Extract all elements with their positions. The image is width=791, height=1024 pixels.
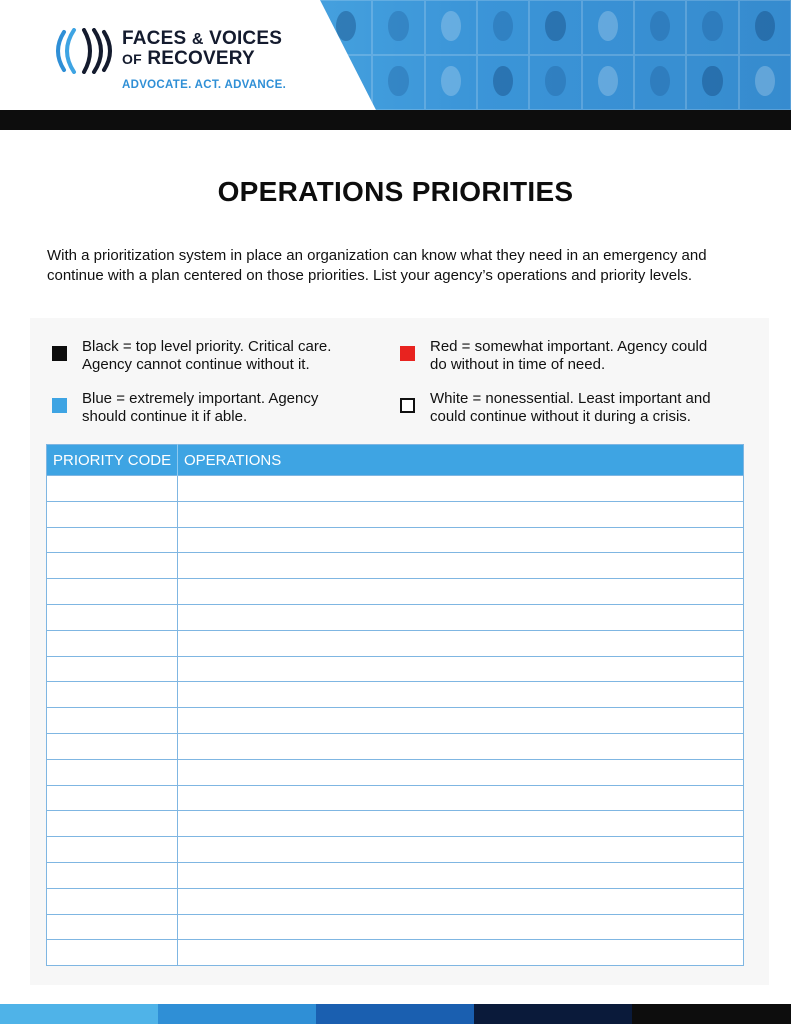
legend-text-blue: Blue = extremely important. Agency should continue it if able. [82,390,319,425]
priority-code-cell[interactable] [47,682,178,708]
priority-code-cell[interactable] [47,708,178,734]
white-swatch-icon [400,398,415,413]
operations-cell[interactable] [178,476,744,502]
priority-code-cell[interactable] [47,837,178,863]
footer-segment [0,1004,158,1024]
operations-cell[interactable] [178,785,744,811]
legend-item-white [400,390,711,426]
priority-code-cell[interactable] [47,630,178,656]
table-row [47,888,744,914]
operations-cell[interactable] [178,888,744,914]
operations-cell[interactable] [178,862,744,888]
header-photo-collage [0,0,791,110]
logo-wordmark-line2: OF RECOVERY [122,48,255,69]
priority-code-cell[interactable] [47,862,178,888]
table-row [47,733,744,759]
table-row [47,837,744,863]
blue-swatch-icon [52,398,67,413]
table-row [47,759,744,785]
table-row [47,940,744,966]
priority-code-cell[interactable] [47,476,178,502]
footer-segment [474,1004,632,1024]
operations-cell[interactable] [178,837,744,863]
table-row [47,914,744,940]
page-title: OPERATIONS PRIORITIES [217,176,574,207]
footer-segment [316,1004,474,1024]
legend-item-black [52,338,331,374]
header [0,0,791,110]
legend-text-black: Black = top level priority. Critical care. Agency cannot continue without it. [82,338,332,373]
legend-item-blue [52,390,318,426]
footer-segment [632,1004,791,1024]
operations-cell[interactable] [178,656,744,682]
column-header-operations: OPERATIONS [178,445,744,476]
operations-cell[interactable] [178,682,744,708]
legend-text-red: Red = somewhat important. Agency could do without in time of need. [430,338,708,373]
header-divider-bar [0,110,791,130]
table-row [47,862,744,888]
operations-cell[interactable] [178,527,744,553]
table-row [47,656,744,682]
priority-code-cell[interactable] [47,811,178,837]
operations-cell[interactable] [178,579,744,605]
priority-code-cell[interactable] [47,914,178,940]
priority-code-cell[interactable] [47,759,178,785]
priority-code-cell[interactable] [47,604,178,630]
priority-code-cell[interactable] [47,501,178,527]
operations-table [46,444,744,966]
photo-grid [320,0,791,110]
priority-code-cell[interactable] [47,785,178,811]
logo-wordmark-line1: FACES & VOICES [122,28,283,49]
table-row [47,785,744,811]
red-swatch-icon [400,346,415,361]
table-row [47,682,744,708]
table-row [47,811,744,837]
table-row [47,527,744,553]
priority-code-cell[interactable] [47,553,178,579]
operations-cell[interactable] [178,733,744,759]
operations-cell[interactable] [178,940,744,966]
priority-code-cell[interactable] [47,940,178,966]
table-row [47,476,744,502]
priority-code-cell[interactable] [47,579,178,605]
table-header-row [47,445,744,476]
footer-segment [158,1004,316,1024]
footer-color-bar [0,1004,791,1024]
priority-code-cell[interactable] [47,527,178,553]
column-header-priority-code: PRIORITY CODE [47,445,178,476]
table-row [47,501,744,527]
table-body [47,476,744,966]
priority-code-cell[interactable] [47,733,178,759]
tagline: ADVOCATE. ACT. ADVANCE. [122,79,287,91]
table-row [47,604,744,630]
black-swatch-icon [52,346,67,361]
priority-code-cell[interactable] [47,656,178,682]
operations-cell[interactable] [178,501,744,527]
table-row [47,553,744,579]
operations-cell[interactable] [178,708,744,734]
operations-cell[interactable] [178,914,744,940]
logo-icon [52,28,116,74]
operations-cell[interactable] [178,759,744,785]
priority-code-cell[interactable] [47,888,178,914]
operations-cell[interactable] [178,604,744,630]
legend-item-red [400,338,707,374]
operations-cell[interactable] [178,811,744,837]
table-row [47,708,744,734]
table-row [47,630,744,656]
operations-cell[interactable] [178,630,744,656]
operations-cell[interactable] [178,553,744,579]
table-row [47,579,744,605]
intro-paragraph: With a prioritization system in place an organization can know what they need in an emergency and continue with a plan centered on those priorities. List your agency’s operations and priority levels. [47,247,707,284]
legend-text-white: White = nonessential. Least important and could continue without it during a crisis. [430,390,711,425]
